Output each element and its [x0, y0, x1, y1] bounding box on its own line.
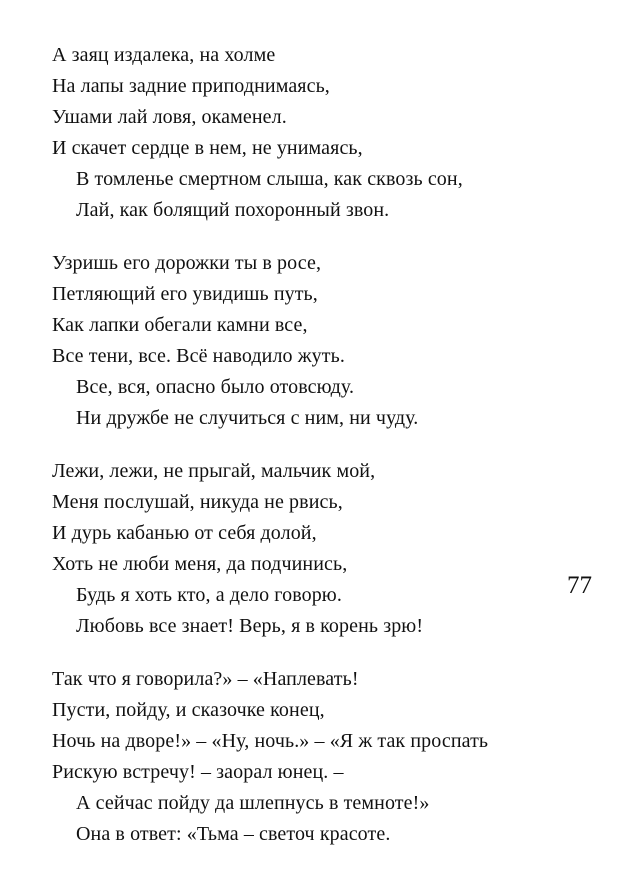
- poem-line: Лежи, лежи, не прыгай, мальчик мой,: [52, 460, 376, 482]
- poem-line: Будь я хоть кто, а дело говорю.: [76, 584, 342, 606]
- poem-line: Меня послушай, никуда не рвись,: [52, 491, 343, 513]
- poem-line: А сейчас пойду да шлепнусь в темноте!»: [76, 792, 430, 814]
- poem-line: Ушами лай ловя, окаменел.: [52, 106, 287, 128]
- poem-line: Хоть не люби меня, да подчинись,: [52, 553, 348, 575]
- stanza-2: [52, 248, 572, 434]
- poem-line: Так что я говорила?» – «Наплевать!: [52, 668, 359, 690]
- stanza-4: [52, 664, 572, 850]
- poem-line: Все, вся, опасно было отовсюду.: [76, 376, 355, 398]
- poem-line: В томленье смертном слыша, как сквозь сон,: [76, 168, 463, 190]
- poem-line: Ночь на дворе!» – «Ну, ночь.» – «Я ж так проспать: [52, 730, 489, 752]
- poem-line: И дурь кабанью от себя долой,: [52, 522, 317, 544]
- page-number: 77: [567, 572, 592, 599]
- poem-line: Она в ответ: «Тьма – светоч красоте.: [76, 823, 391, 845]
- poem-line: Любовь все знает! Верь, я в корень зрю!: [76, 615, 424, 637]
- poem-text: [52, 40, 572, 872]
- poem-line: Лай, как болящий похоронный звон.: [76, 199, 390, 221]
- poem-line: Ни дружбе не случиться с ним, ни чуду.: [76, 407, 419, 429]
- stanza-3: [52, 456, 572, 642]
- poem-line: Узришь его дорожки ты в росе,: [52, 252, 322, 274]
- stanza-1: [52, 40, 572, 226]
- poem-line: Все тени, все. Всё наводило жуть.: [52, 345, 345, 367]
- poem-line: И скачет сердце в нем, не унимаясь,: [52, 137, 363, 159]
- poem-line: Пусти, пойду, и сказочке конец,: [52, 699, 325, 721]
- poem-line: На лапы задние приподнимаясь,: [52, 75, 330, 97]
- poem-line: А заяц издалека, на холме: [52, 44, 276, 66]
- poem-line: Как лапки обегали камни все,: [52, 314, 308, 336]
- poem-line: Петляющий его увидишь путь,: [52, 283, 318, 305]
- poem-line: Рискую встречу! – заорал юнец. –: [52, 761, 344, 783]
